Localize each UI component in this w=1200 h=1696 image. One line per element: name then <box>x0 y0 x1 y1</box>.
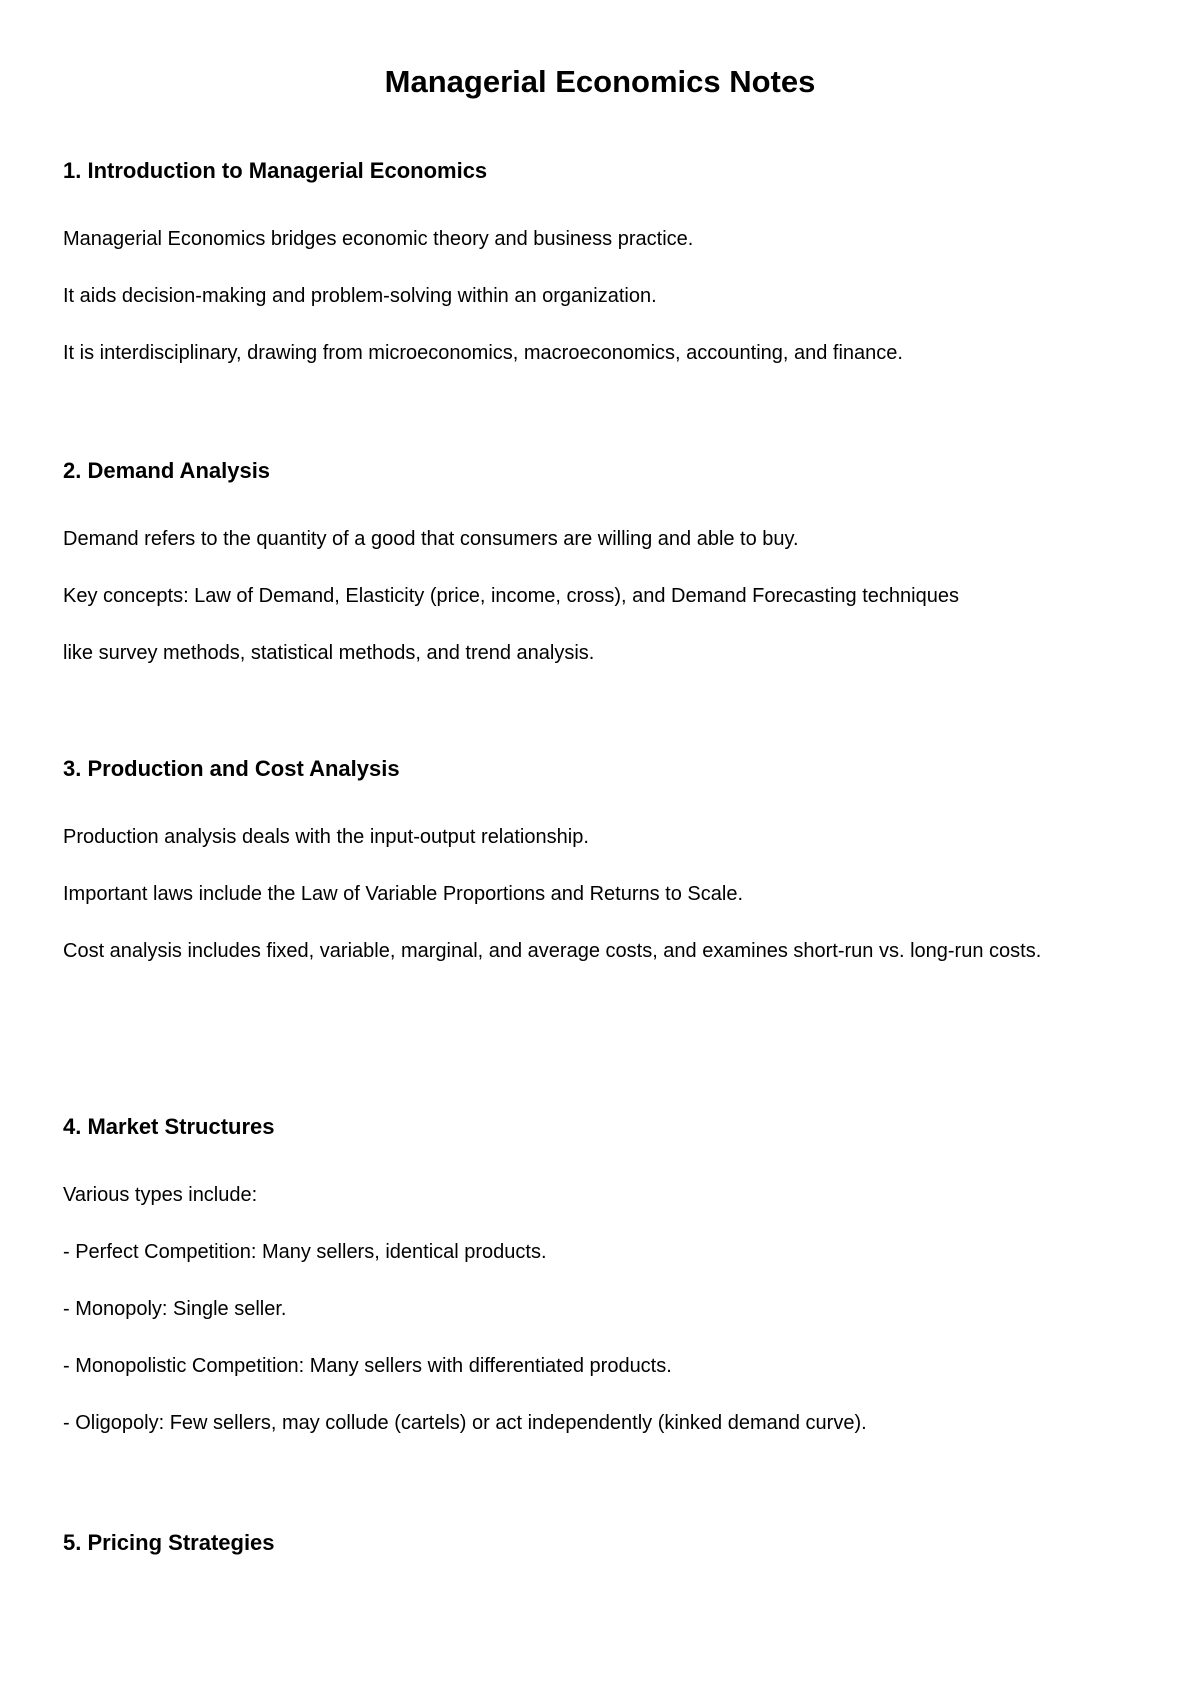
paragraph-line: Various types include: <box>63 1184 258 1206</box>
list-item: - Perfect Competition: Many sellers, identical products. <box>63 1241 547 1263</box>
section-demand-analysis <box>63 456 1143 682</box>
section-heading: 5. Pricing Strategies <box>63 1530 275 1555</box>
paragraph-line: like survey methods, statistical methods, and trend analysis. <box>63 642 595 664</box>
paragraph-line: Cost analysis includes fixed, variable, marginal, and average costs, and examines short-run vs. long-run costs. <box>63 940 1042 962</box>
list-item: - Oligopoly: Few sellers, may collude (cartels) or act independently (kinked demand curve). <box>63 1412 867 1434</box>
section-introduction <box>63 156 1143 382</box>
section-heading: 2. Demand Analysis <box>63 458 271 483</box>
list-item: - Monopoly: Single seller. <box>63 1298 287 1320</box>
section-heading: 3. Production and Cost Analysis <box>63 756 400 781</box>
paragraph-line: It is interdisciplinary, drawing from microeconomics, macroeconomics, accounting, and finance. <box>63 342 903 364</box>
paragraph-line: It aids decision-making and problem-solving within an organization. <box>63 285 657 307</box>
section-pricing-strategies <box>63 1528 1143 1558</box>
section-production-cost <box>63 754 1143 980</box>
paragraph-line: Important laws include the Law of Variable Proportions and Returns to Scale. <box>63 883 743 905</box>
paragraph-line: Production analysis deals with the input-output relationship. <box>63 826 589 848</box>
document-title: Managerial Economics Notes <box>384 64 816 99</box>
paragraph-line: Demand refers to the quantity of a good that consumers are willing and able to buy. <box>63 528 799 550</box>
paragraph-line: Managerial Economics bridges economic theory and business practice. <box>63 228 694 250</box>
section-market-structures <box>63 1112 1143 1452</box>
list-item: - Monopolistic Competition: Many sellers with differentiated products. <box>63 1355 672 1377</box>
paragraph-line: Key concepts: Law of Demand, Elasticity (price, income, cross), and Demand Forecasting techniques <box>63 585 959 607</box>
section-heading: 1. Introduction to Managerial Economics <box>63 158 488 183</box>
section-heading: 4. Market Structures <box>63 1114 275 1139</box>
